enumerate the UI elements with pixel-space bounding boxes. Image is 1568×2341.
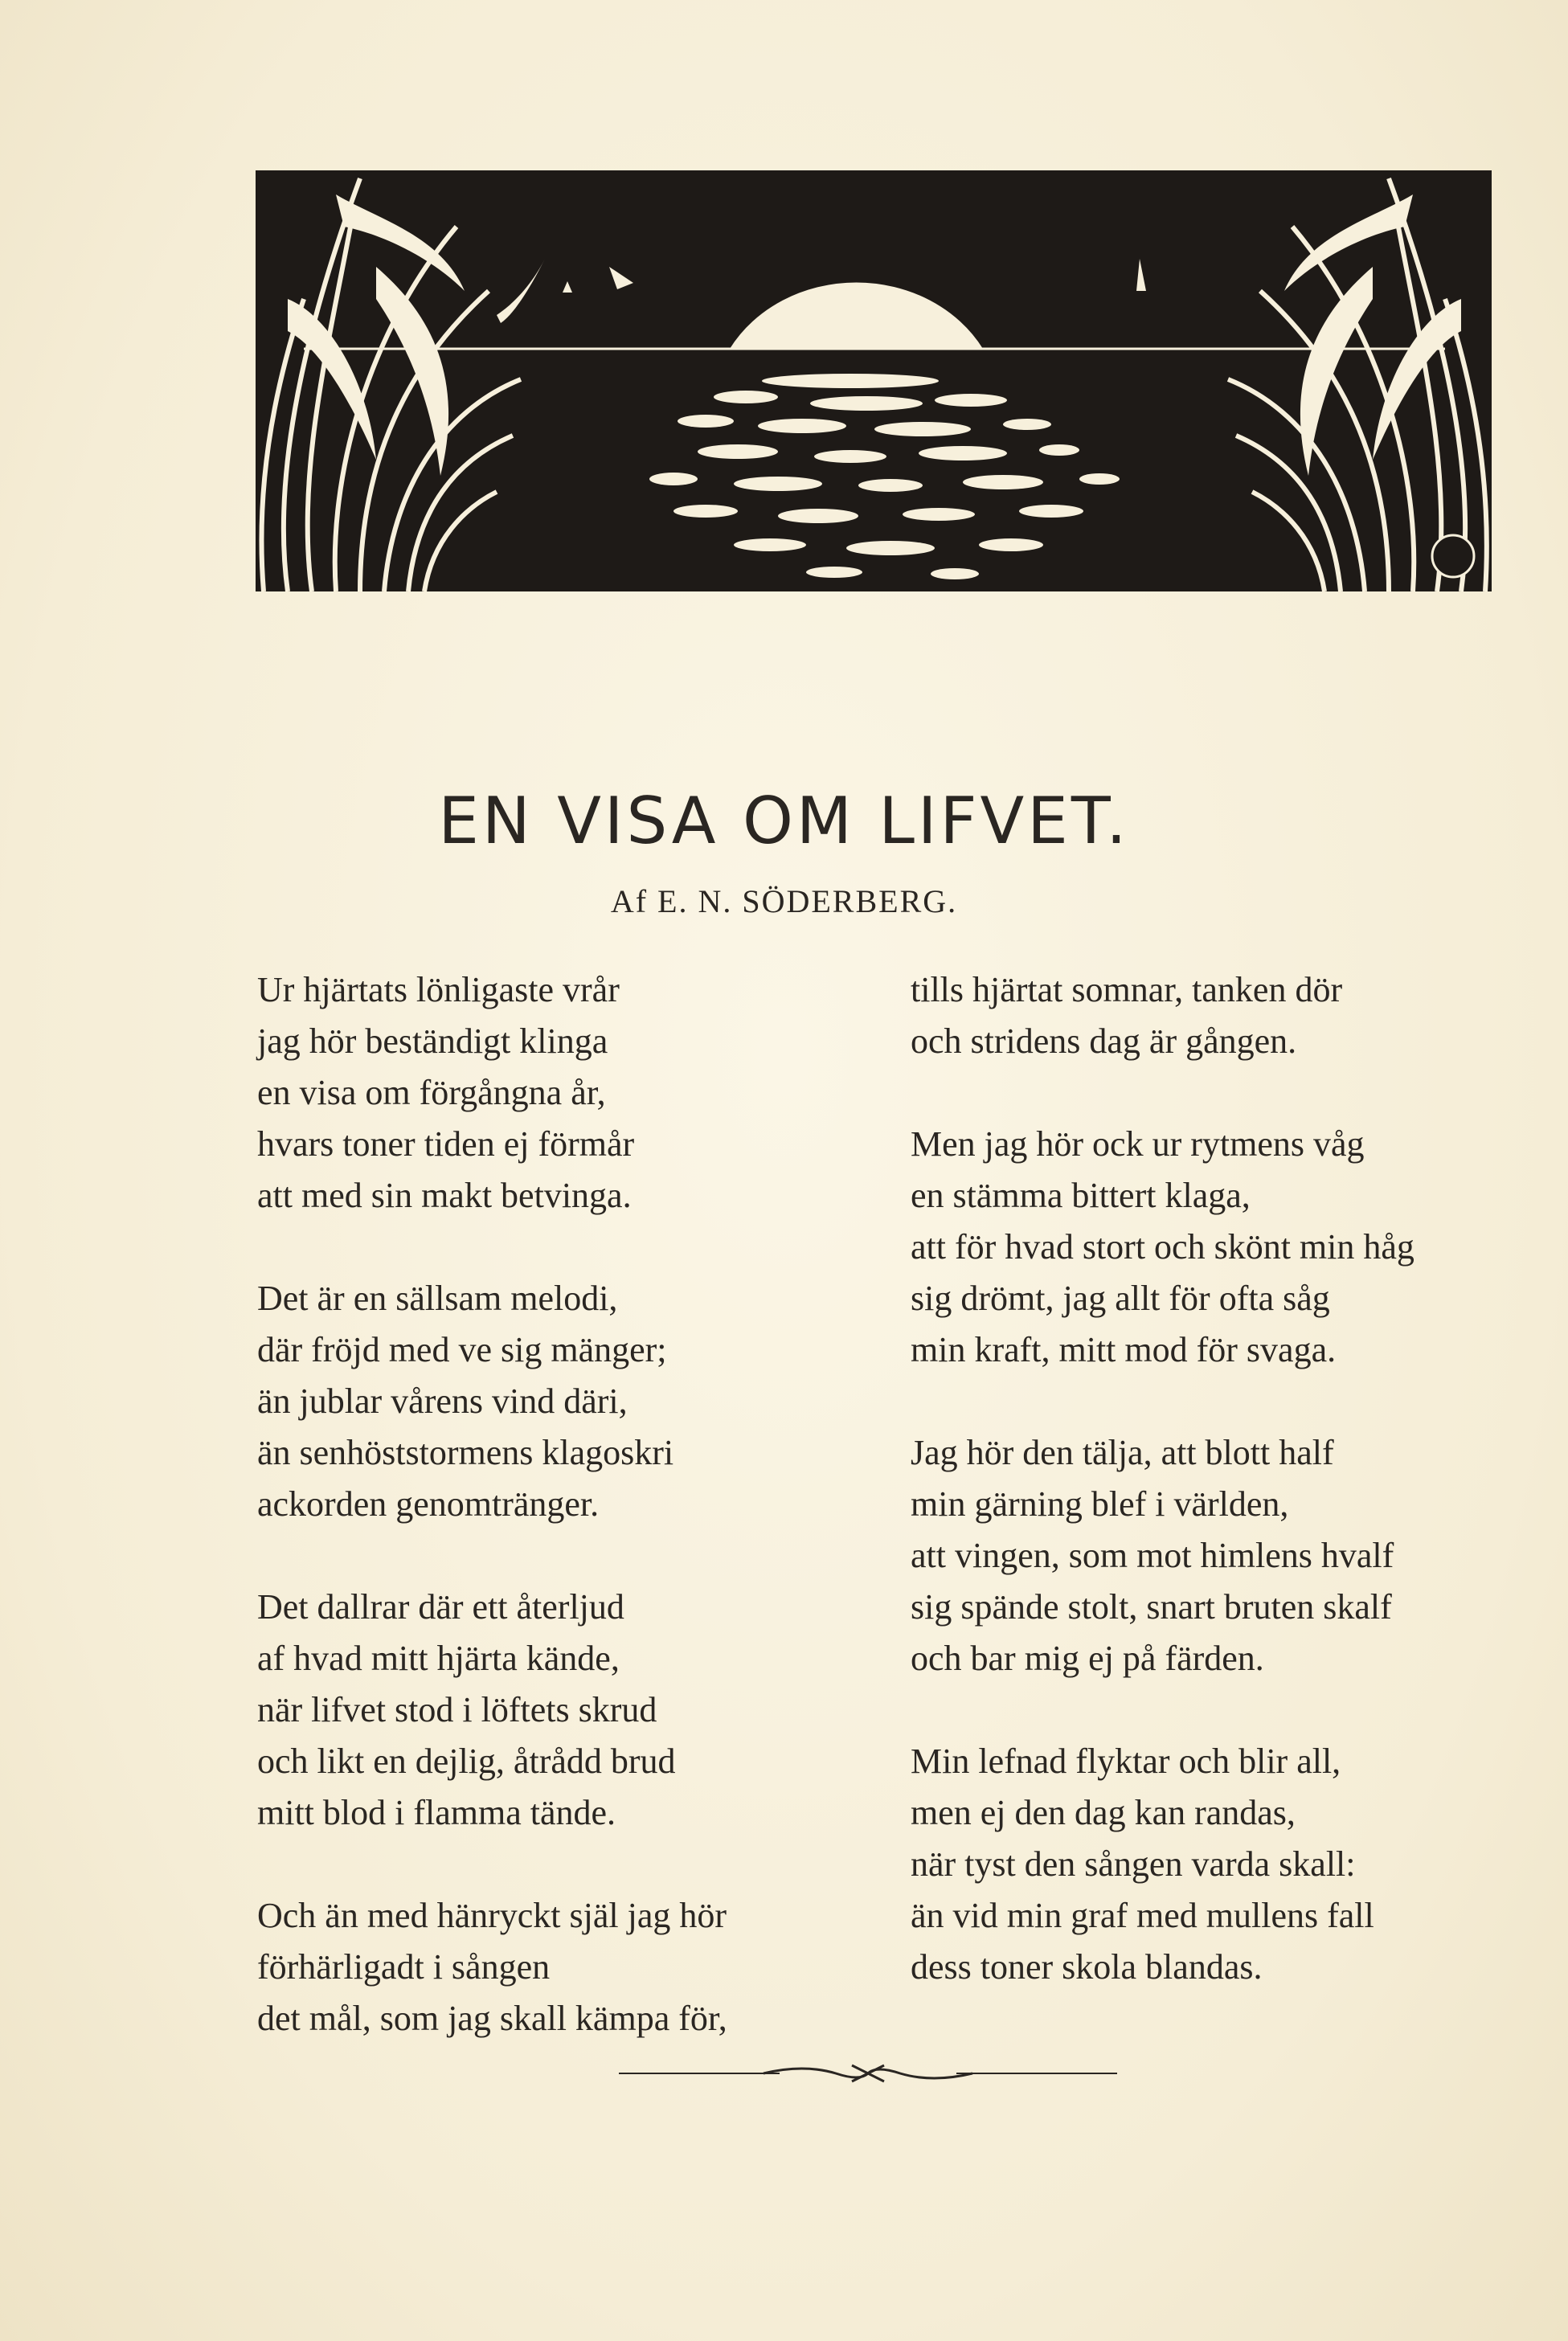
poem-line: sig drömt, jag allt för ofta såg	[911, 1279, 1330, 1318]
poem-line: än senhöststormens klagoskri	[257, 1433, 674, 1472]
poem-line: förhärligadt i sången	[257, 1947, 551, 1987]
poem-line: än jublar vårens vind däri,	[257, 1381, 628, 1421]
poem-line: och bar mig ej på färden.	[911, 1639, 1264, 1678]
poem-line: att för hvad stort och skönt min håg	[911, 1227, 1414, 1267]
poem-line: Det är en sällsam melodi,	[257, 1279, 618, 1318]
poem-line: att vingen, som mot himlens hvalf	[911, 1536, 1394, 1575]
left-poem-column	[257, 964, 868, 2096]
poem-line: Det dallrar där ett återljud	[257, 1587, 624, 1627]
stanza	[257, 964, 868, 1222]
poem-line: sig spände stolt, snart bruten skalf	[911, 1587, 1392, 1627]
poem-line: af hvad mitt hjärta kände,	[257, 1639, 620, 1678]
ornament-flourish	[619, 2057, 1117, 2089]
poem-line: när tyst den sången varda skall:	[911, 1844, 1356, 1884]
poem-line: Ur hjärtats lönligaste vrår	[257, 970, 620, 1009]
poem-line: mitt blod i flamma tände.	[257, 1793, 616, 1832]
moonlit-sea-illustration	[256, 170, 1492, 591]
poem-line: ackorden genomtränger.	[257, 1484, 600, 1524]
poem-line: tills hjärtat somnar, tanken dör	[911, 970, 1343, 1009]
poem-line: hvars toner tiden ej förmår	[257, 1124, 635, 1164]
author-byline	[0, 882, 1568, 920]
poem-line: när lifvet stod i löftets skrud	[257, 1690, 657, 1729]
poem-line: jag hör beständigt klinga	[257, 1021, 608, 1061]
poem-line: min gärning blef i världen,	[911, 1484, 1289, 1524]
end-ornament	[619, 2057, 1117, 2089]
stanza	[911, 1427, 1521, 1684]
poem-line: en visa om förgångna år,	[257, 1073, 606, 1112]
stanza	[257, 1582, 868, 1839]
poem-line: men ej den dag kan randas,	[911, 1793, 1296, 1832]
poem-line: dess toner skola blandas.	[911, 1947, 1263, 1987]
right-poem-column	[911, 964, 1521, 2044]
byline-author: E. N. SÖDERBERG.	[657, 883, 958, 919]
poem-line: Min lefnad flyktar och blir all,	[911, 1741, 1341, 1781]
poem-line: det mål, som jag skall kämpa för,	[257, 1999, 727, 2038]
byline-prefix: Af	[610, 883, 649, 919]
artist-monogram	[1432, 535, 1474, 577]
stanza	[911, 964, 1521, 1067]
stanza	[911, 1119, 1521, 1376]
stanza	[257, 1273, 868, 1530]
stanza	[257, 1890, 868, 2044]
poem-line: Och än med hänryckt själ jag hör	[257, 1896, 727, 1935]
stanza	[911, 1736, 1521, 1993]
poem-line: Jag hör den tälja, att blott half	[911, 1433, 1334, 1472]
poem-line: och stridens dag är gången.	[911, 1021, 1297, 1061]
poem-line: Men jag hör ock ur rytmens våg	[911, 1124, 1365, 1164]
poem-line: min kraft, mitt mod för svaga.	[911, 1330, 1337, 1369]
header-illustration	[256, 170, 1492, 591]
poem-line: och likt en dejlig, åtrådd brud	[257, 1741, 676, 1781]
poem-line: att med sin makt betvinga.	[257, 1176, 632, 1215]
poem-line: än vid min graf med mullens fall	[911, 1896, 1374, 1935]
poem-line: där fröjd med ve sig mänger;	[257, 1330, 667, 1369]
poem-line: en stämma bittert klaga,	[911, 1176, 1251, 1215]
poem-title: EN VISA OM LIFVET.	[438, 784, 1130, 858]
